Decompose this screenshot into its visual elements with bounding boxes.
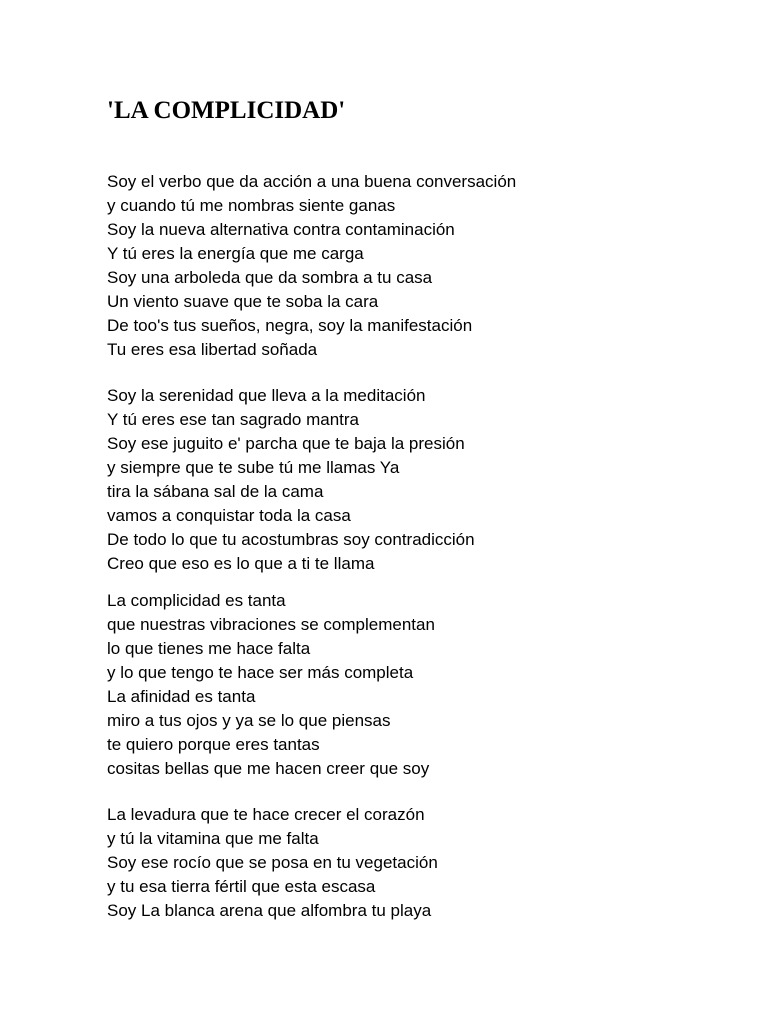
- poem-line: que nuestras vibraciones se complementan: [107, 615, 435, 634]
- poem-line: Tu eres esa libertad soñada: [107, 340, 318, 359]
- poem-line: vamos a conquistar toda la casa: [107, 506, 351, 525]
- poem-title: 'LA COMPLICIDAD': [107, 97, 346, 124]
- poem-line: Soy ese juguito e' parcha que te baja la presión: [107, 434, 465, 453]
- poem-line: y siempre que te sube tú me llamas Ya: [107, 458, 400, 477]
- poem-line: Creo que eso es lo que a ti te llama: [107, 554, 375, 573]
- poem-line: Y tú eres la energía que me carga: [107, 244, 364, 263]
- poem-line: Soy una arboleda que da sombra a tu casa: [107, 268, 433, 287]
- poem-line: Soy la nueva alternativa contra contaminación: [107, 220, 455, 239]
- stanza: [107, 170, 516, 362]
- poem-line: lo que tienes me hace falta: [107, 639, 311, 658]
- poem-line: y lo que tengo te hace ser más completa: [107, 663, 414, 682]
- poem-line: Soy La blanca arena que alfombra tu playa: [107, 901, 432, 920]
- poem-line: De too's tus sueños, negra, soy la manifestación: [107, 316, 473, 335]
- poem-line: te quiero porque eres tantas: [107, 735, 320, 754]
- poem-line: De todo lo que tu acostumbras soy contradicción: [107, 530, 475, 549]
- poem-line: La levadura que te hace crecer el corazón: [107, 805, 425, 824]
- poem-line: cositas bellas que me hacen creer que soy: [107, 759, 430, 778]
- stanza: [107, 384, 475, 576]
- poem-line: Soy ese rocío que se posa en tu vegetación: [107, 853, 438, 872]
- stanza: [107, 803, 438, 923]
- poem-line: Soy la serenidad que lleva a la meditación: [107, 386, 426, 405]
- poem-line: tira la sábana sal de la cama: [107, 482, 324, 501]
- stanza: [107, 589, 435, 781]
- poem-line: La complicidad es tanta: [107, 591, 286, 610]
- poem-line: y tú la vitamina que me falta: [107, 829, 319, 848]
- poem-line: Y tú eres ese tan sagrado mantra: [107, 410, 360, 429]
- poem-line: y tu esa tierra fértil que esta escasa: [107, 877, 376, 896]
- poem-line: y cuando tú me nombras siente ganas: [107, 196, 396, 215]
- poem-line: La afinidad es tanta: [107, 687, 256, 706]
- poem-line: Un viento suave que te soba la cara: [107, 292, 379, 311]
- poem-line: Soy el verbo que da acción a una buena conversación: [107, 172, 517, 191]
- poem-line: miro a tus ojos y ya se lo que piensas: [107, 711, 391, 730]
